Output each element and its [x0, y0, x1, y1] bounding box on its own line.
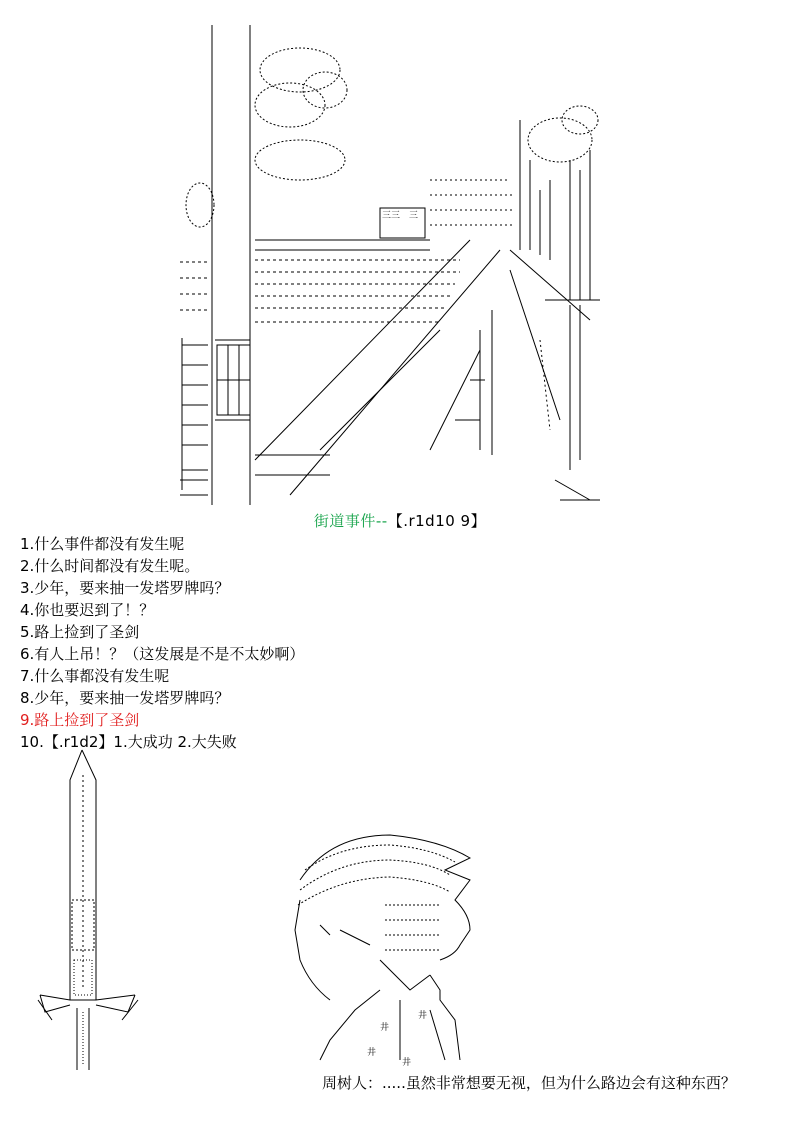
list-item: 4.你也要迟到了！？: [20, 601, 155, 619]
building-sign: 三三: [382, 211, 401, 221]
list-item: 1.什么事件都没有发生呢: [20, 535, 185, 553]
list-item: 10.【.r1d2】1.大成功 2.大失败: [20, 733, 237, 751]
shirt-hash-mark: 井: [380, 1023, 390, 1033]
list-item: 5.路上捡到了圣剑: [20, 623, 140, 641]
dice-roll: 【.r1d10 9】: [387, 512, 487, 530]
selected-list-item: 9.路上捡到了圣剑: [20, 711, 140, 729]
list-item: 2.什么时间都没有发生呢。: [20, 557, 200, 575]
list-item: 8.少年，要来抽一发塔罗牌吗？: [20, 689, 230, 707]
event-name: 街道事件--: [313, 512, 388, 530]
shirt-hash-mark: 井: [418, 1011, 428, 1021]
event-title: [0, 510, 800, 531]
list-item: 7.什么事都没有发生呢: [20, 667, 170, 685]
list-item: 3.少年，要来抽一发塔罗牌吗？: [20, 579, 230, 597]
character-dialogue: 周树人：.....虽然非常想要无视，但为什么路边会有这种东西？: [322, 1074, 736, 1092]
building-sign-small: 三: [409, 211, 419, 221]
event-options-list: [20, 533, 304, 753]
shirt-hash-mark: 井: [402, 1058, 412, 1068]
shirt-hash-mark: 井: [367, 1048, 377, 1058]
list-item: 6.有人上吊！？（这发展是不是不太妙啊）: [20, 645, 305, 663]
